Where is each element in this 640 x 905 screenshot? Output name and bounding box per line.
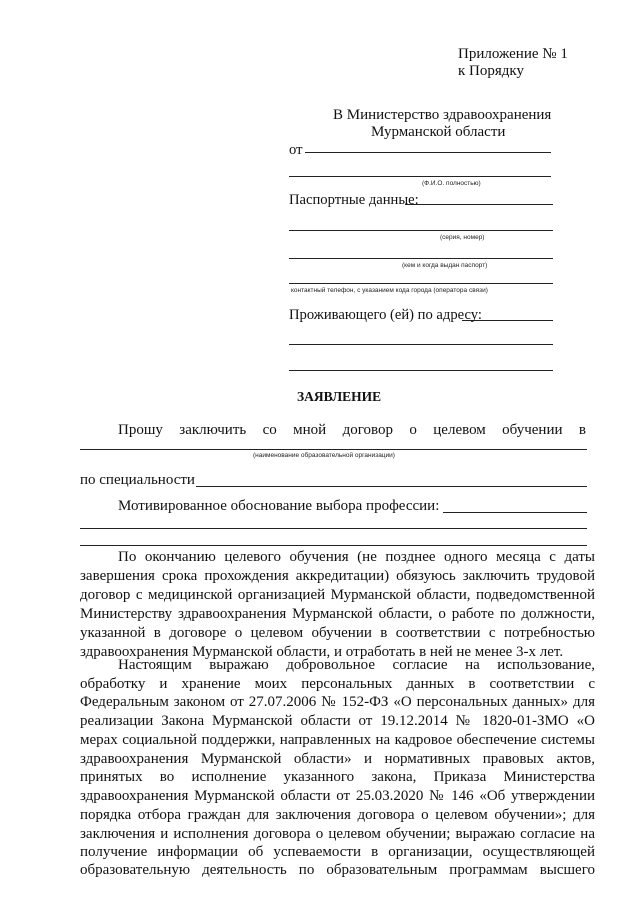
paragraph1-line: По окончанию целевого обучения (не позднее одного месяца с даты [118, 549, 595, 565]
address-label: Проживающего (ей) по адресу: [289, 307, 482, 323]
paragraph1-line: здравоохранения Мурманской области, и отработать в ней не менее 3-х лет. [80, 644, 564, 660]
paragraph2-line: порядка отбора граждан для заключения договора о целевом обучении»; для [80, 807, 595, 823]
passport-series-line[interactable] [289, 230, 553, 231]
paragraph2-line: принятых во исполнение указанного закона, Приказа Министерства [80, 769, 595, 785]
paragraph1-line: указанной в договоре о целевом обучении в соответствии с потребностью [80, 625, 595, 641]
addressee-line2: Мурманской области [371, 124, 506, 140]
address-field-line2[interactable] [289, 344, 553, 345]
paragraph2-line: заключения и исполнения договора о целевом обучении; выражаю согласие на [80, 826, 595, 842]
from-field-line[interactable] [305, 152, 551, 153]
paragraph2-line: здравоохранения Мурманской области» и нормативных правовых актов, [80, 751, 595, 767]
addressee-line1: В Министерство здравоохранения [333, 107, 552, 123]
paragraph2-line: образовательную деятельность по образовательным программам высшего [80, 862, 595, 878]
paragraph1-line: Министерству здравоохранения Мурманской области, о работе по должности, [80, 606, 595, 622]
appendix-number: Приложение № 1 [458, 46, 568, 62]
paragraph2-line: обработку и хранение моих персональных данных в соответствии с [80, 676, 595, 692]
paragraph2-line: мерах социальной поддержки, направленных на кадровое обеспечение системы [80, 732, 595, 748]
motivation-field-line1[interactable] [443, 512, 587, 513]
fio-field-line[interactable] [289, 176, 551, 177]
motivation-label: Мотивированное обоснование выбора профессии: [118, 498, 440, 514]
motivation-field-line2[interactable] [80, 528, 587, 529]
passport-field-line[interactable] [405, 204, 553, 205]
paragraph2-line: здравоохранения Мурманской области от 25.03.2020 № 146 «Об утверждении [80, 788, 595, 804]
phone-field-line[interactable] [289, 283, 553, 284]
org-caption: (наименование образовательной организации) [253, 452, 395, 459]
appendix-reference: к Порядку [458, 63, 524, 79]
paragraph1-line: договор с медицинской организацией Мурманской области, подведомственной [80, 587, 595, 603]
paragraph2-line: реализации Закона Мурманской области от 19.12.2014 № 1820-01-ЗМО «О [80, 713, 595, 729]
paragraph1-line: завершения срока прохождения аккредитации) обязуюсь заключить трудовой [80, 568, 595, 584]
org-field-line[interactable] [80, 449, 587, 450]
address-field-line1[interactable] [462, 320, 553, 321]
passport-issued-line[interactable] [289, 258, 553, 259]
paragraph2-line: Настоящим выражаю добровольное согласие на использование, [118, 657, 595, 673]
from-label: от [289, 142, 303, 158]
paragraph2-line: получение информации об успеваемости в организации, осуществляющей [80, 844, 595, 860]
motivation-field-line3[interactable] [80, 545, 587, 546]
address-field-line3[interactable] [289, 370, 553, 371]
phone-caption: контактный телефон, с указанием кода города (оператора связи) [291, 287, 488, 294]
series-caption: (серия, номер) [440, 234, 485, 241]
paragraph2-line: Федеральным законом от 27.07.2006 № 152-ФЗ «О персональных данных» для [80, 694, 595, 710]
request-line: Прошу заключить со мной договор о целевом обучении в [118, 422, 586, 438]
passport-label: Паспортные данные: [289, 192, 419, 208]
document-title: ЗАЯВЛЕНИЕ [297, 389, 382, 404]
issued-caption: (кем и когда выдан паспорт) [402, 262, 488, 269]
fio-caption: (Ф.И.О. полностью) [422, 180, 481, 187]
specialty-label: по специальности [80, 472, 195, 488]
specialty-field-line[interactable] [196, 486, 587, 487]
